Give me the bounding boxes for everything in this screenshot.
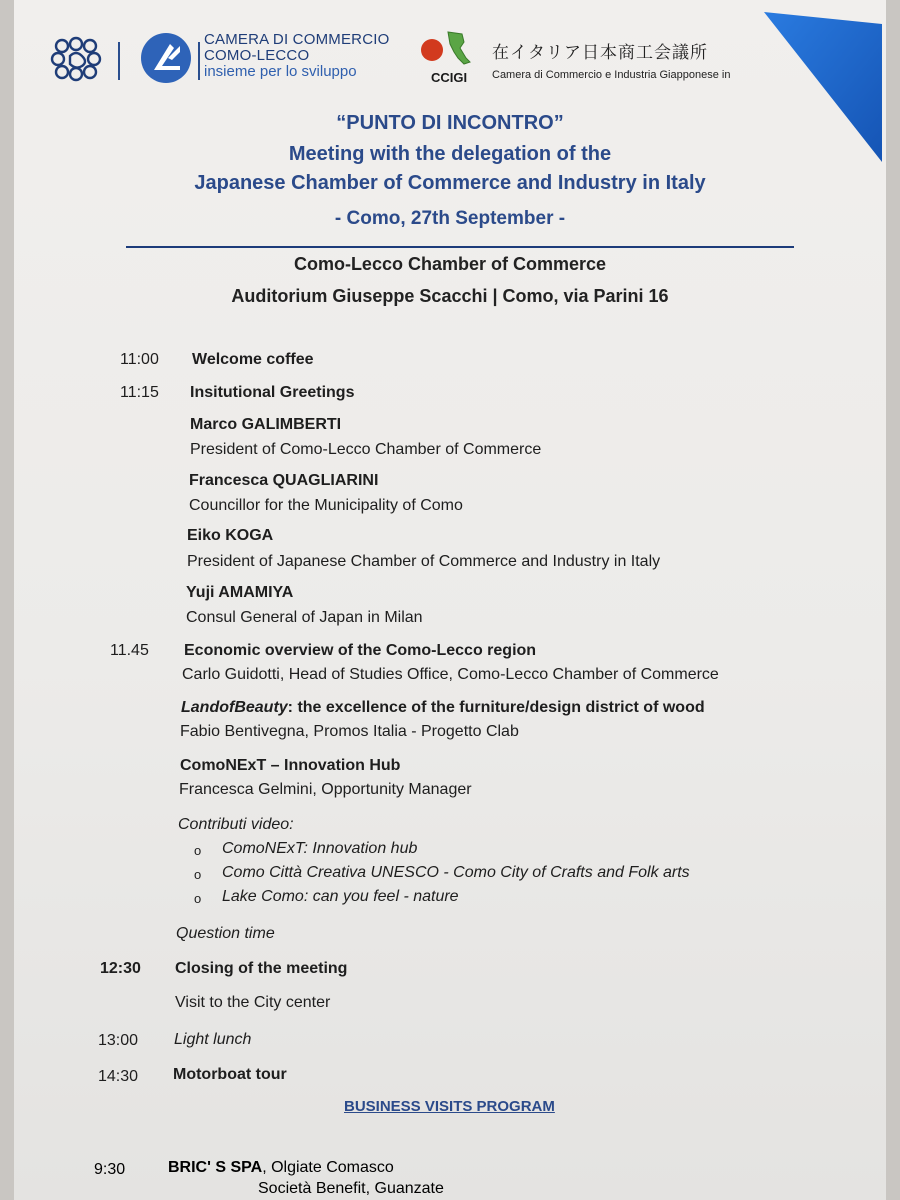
visit-place: , Olgiate Comasco: [262, 1159, 394, 1176]
chamber-name-line2: COMO-LECCO: [204, 47, 310, 64]
video-item: Como Città Creativa UNESCO - Como City of Crafts and Folk arts: [222, 864, 690, 881]
question-time: Question time: [176, 925, 275, 942]
land-of-beauty-label: : the excellence of the furniture/design district of wood: [287, 699, 705, 716]
land-of-beauty-speaker: Fabio Bentivegna, Promos Italia - Progetto Clab: [180, 723, 519, 740]
time-overview: 11.45: [110, 642, 149, 659]
chamber-name-line1: CAMERA DI COMMERCIO: [204, 31, 390, 48]
visit-partial-text: Società Benefit, Guanzate: [258, 1180, 444, 1197]
speaker-name: Eiko KOGA: [187, 527, 274, 544]
item-land-of-beauty: [181, 699, 705, 717]
event-subtitle-2: Japanese Chamber of Commerce and Industry in Italy: [194, 172, 706, 194]
event-date: - Como, 27th September -: [334, 208, 566, 229]
ccigi-logo-text: CCIGI: [430, 70, 468, 85]
time-lunch: 13:00: [98, 1032, 139, 1049]
speaker-role: President of Japanese Chamber of Commerce and Industry in Italy: [187, 553, 661, 570]
visit-company: BRIC' S SPA: [168, 1159, 263, 1176]
japanese-chamber-name-jp: 在イタリア日本商工会議所: [492, 43, 708, 62]
speaker-role: President of Como-Lecco Chamber of Commerce: [190, 441, 542, 458]
item-greetings: Insitutional Greetings: [190, 384, 355, 401]
closing-sub: Visit to the City center: [175, 994, 331, 1011]
video-item: Lake Como: can you feel - nature: [222, 888, 459, 905]
speaker-name: Francesca QUAGLIARINI: [189, 472, 379, 489]
visit-partial: [258, 1180, 444, 1198]
venue-name: Como-Lecco Chamber of Commerce: [293, 254, 607, 274]
video-bullet: o: [194, 843, 202, 858]
item-closing: Closing of the meeting: [175, 960, 348, 977]
item-overview: Economic overview of the Como-Lecco region: [184, 642, 537, 659]
time-welcome: 11:00: [120, 351, 159, 368]
item-tour: Motorboat tour: [173, 1066, 287, 1083]
visit-bric: [168, 1159, 394, 1177]
speaker-name: Marco GALIMBERTI: [190, 416, 342, 433]
speaker-role: Councillor for the Municipality of Como: [189, 497, 463, 514]
videos-heading: Contributi video:: [178, 816, 294, 833]
agenda-sheet: [14, 0, 886, 1200]
time-greetings: 11:15: [120, 384, 159, 401]
time-bric: 9:30: [94, 1161, 126, 1178]
venue-address: Auditorium Giuseppe Scacchi | Como, via Parini 16: [231, 286, 669, 306]
event-title: “PUNTO DI INCONTRO”: [336, 112, 564, 134]
speaker-name: Yuji AMAMIYA: [186, 584, 294, 601]
business-visits-title: BUSINESS VISITS PROGRAM: [344, 1098, 555, 1115]
video-bullet: o: [194, 867, 202, 882]
land-of-beauty-name: LandofBeauty: [181, 699, 288, 716]
program-list: [14, 0, 886, 1200]
comonext-speaker: Francesca Gelmini, Opportunity Manager: [179, 781, 472, 798]
chamber-motto: insieme per lo sviluppo: [204, 63, 357, 80]
speaker-role: Consul General of Japan in Milan: [186, 609, 423, 626]
item-welcome: Welcome coffee: [192, 351, 314, 368]
event-subtitle-1: Meeting with the delegation of the: [288, 143, 612, 165]
item-comonext: ComoNExT – Innovation Hub: [180, 757, 401, 774]
video-bullet: o: [194, 891, 202, 906]
japanese-chamber-name-it: Camera di Commercio e Industria Giapponese in: [492, 69, 731, 81]
time-tour: 14:30: [98, 1068, 139, 1085]
overview-speaker: Carlo Guidotti, Head of Studies Office, Como-Lecco Chamber of Commerce: [182, 666, 719, 683]
item-lunch: Light lunch: [174, 1031, 252, 1048]
time-closing: 12:30: [100, 960, 141, 977]
video-item: ComoNExT: Innovation hub: [222, 840, 418, 857]
